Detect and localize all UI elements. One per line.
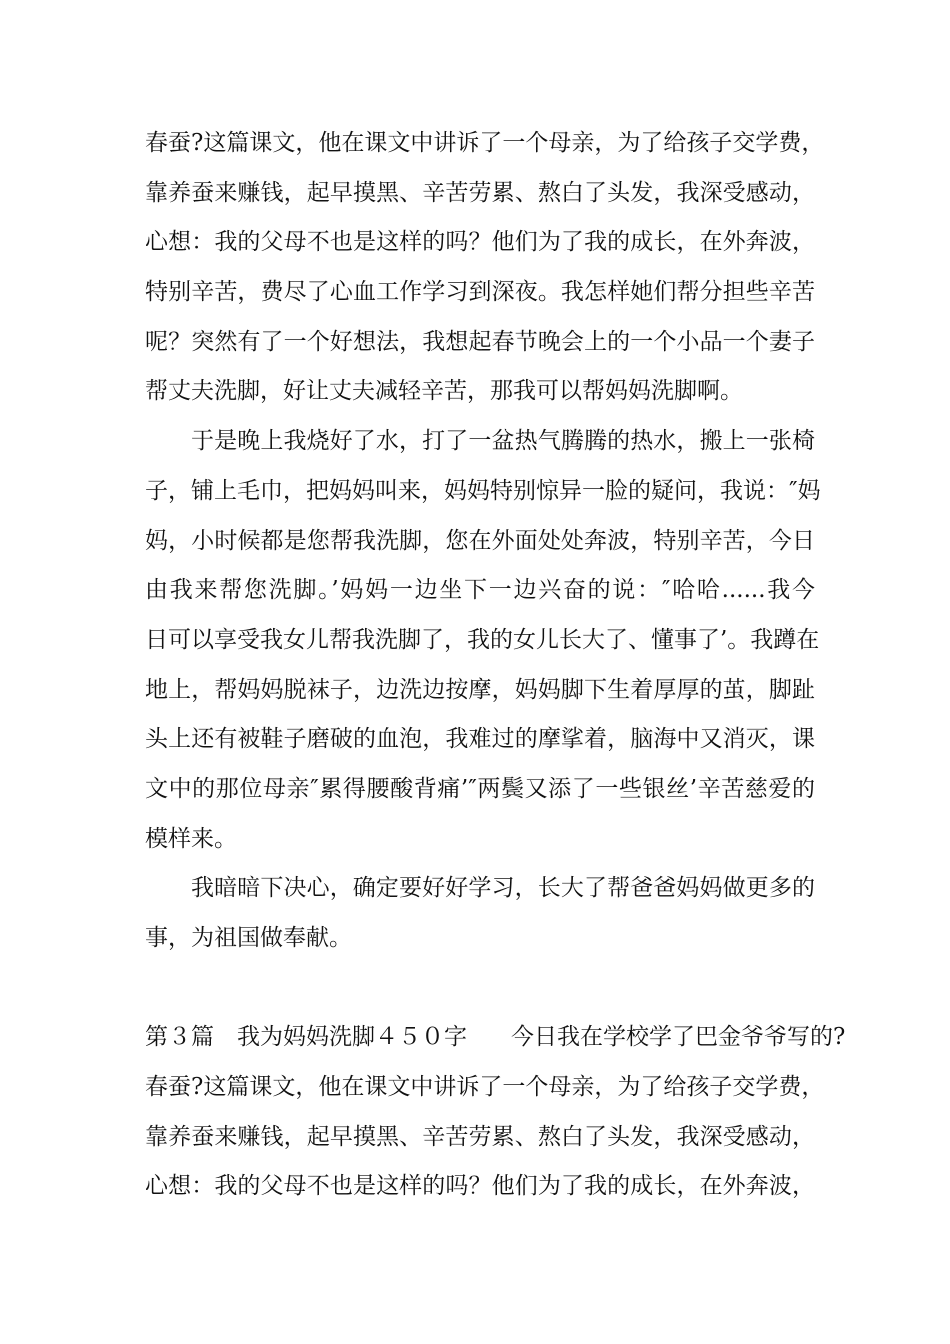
text-line: 地上，帮妈妈脱袜子，边洗边按摩，妈妈脚下生着厚厚的茧，脚趾 (145, 676, 815, 703)
section-heading-line (145, 1021, 846, 1071)
text-line: 特别辛苦，费尽了心血工作学习到深夜。我怎样她们帮分担些辛苦 (145, 279, 815, 306)
text-line: 于是晚上我烧好了水，打了一盆热气腾腾的热水，搬上一张椅 (191, 428, 815, 455)
paragraph-1 (145, 127, 825, 425)
text-line: 靠养蚕来赚钱，起早摸黑、辛苦劳累、熬白了头发，我深受感动， (145, 179, 815, 206)
text-line: 头上还有被鞋子磨破的血泡，我难过的摩挲着，脑海中又消灭，课 (145, 726, 815, 753)
section-heading-tail: 今日我在学校学了巴金爷爷写的? (511, 1024, 846, 1051)
text-line: 由我来帮您洗脚。’妈妈一边坐下一边兴奋的说：″哈哈......我今 (145, 577, 815, 604)
section-heading: 第３篇 我为妈妈洗脚４５０字 (145, 1024, 467, 1051)
text-line: 日可以享受我女儿帮我洗脚了，我的女儿长大了、懂事了’。我蹲在 (145, 626, 820, 653)
paragraph-4 (145, 1071, 825, 1220)
text-line: 妈，小时候都是您帮我洗脚，您在外面处处奔波，特别辛苦，今日 (145, 527, 815, 554)
document-body (145, 127, 846, 1220)
blank-line (145, 972, 815, 1022)
text-line: 帮丈夫洗脚，好让丈夫减轻辛苦，那我可以帮妈妈洗脚啊。 (145, 378, 743, 405)
text-line: 我暗暗下决心，确定要好好学习，长大了帮爸爸妈妈做更多的 (191, 875, 815, 902)
text-line: 心想：我的父母不也是这样的吗？他们为了我的成长，在外奔波， (145, 1173, 815, 1200)
text-line: 呢？突然有了一个好想法，我想起春节晚会上的一个小品一个妻子 (145, 328, 815, 355)
text-line: 模样来。 (145, 825, 237, 852)
text-line: 心想：我的父母不也是这样的吗？他们为了我的成长，在外奔波， (145, 229, 815, 256)
text-line: 子，铺上毛巾，把妈妈叫来，妈妈特别惊异一脸的疑问，我说：″妈 (145, 477, 821, 504)
text-line: 春蚕?这篇课文，他在课文中讲诉了一个母亲，为了给孩子交学费， (145, 130, 825, 156)
paragraph-3 (145, 872, 815, 971)
text-line: 春蚕?这篇课文，他在课文中讲诉了一个母亲，为了给孩子交学费， (145, 1074, 825, 1101)
text-line: 文中的那位母亲″累得腰酸背痛’″两鬓又添了一些银丝’辛苦慈爱的 (145, 775, 815, 802)
text-line: 事，为祖国做奉献。 (145, 925, 352, 951)
text-line: 靠养蚕来赚钱，起早摸黑、辛苦劳累、熬白了头发，我深受感动， (145, 1123, 815, 1150)
paragraph-2 (145, 425, 821, 872)
